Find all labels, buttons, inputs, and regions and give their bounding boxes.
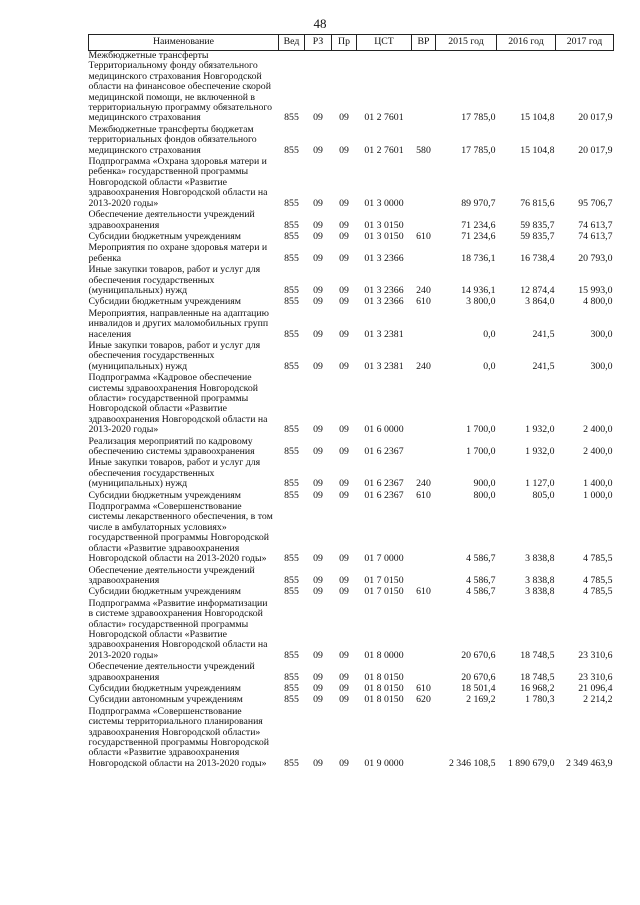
cell-pr: 09	[339, 360, 349, 372]
cell-2016: 18 748,5	[520, 649, 555, 661]
cell-name: Обеспечение деятельности учреждений здравоохранения	[88, 564, 255, 586]
cell-2017: 300,0	[590, 328, 613, 340]
header-2017: 2017 год	[556, 35, 614, 51]
cell-2017: 74 613,7	[578, 219, 613, 231]
cell-ved: 855	[284, 328, 299, 340]
cell-pr: 09	[339, 682, 349, 694]
cell-2016: 12 874,4	[520, 284, 555, 296]
cell-rz: 09	[313, 478, 323, 490]
cell-2017: 2 400,0	[583, 446, 613, 458]
cell-ved: 855	[284, 219, 299, 231]
cell-rz: 09	[313, 757, 323, 769]
cell-2017: 2 349 463,9	[565, 757, 613, 769]
cell-cst: 01 7 0150	[364, 574, 404, 586]
cell-cst: 01 3 0000	[364, 197, 404, 209]
cell-ved: 855	[284, 144, 299, 156]
cell-name: Подпрограмма «Развитие информатизации в системе здравоохранения Новгородской области» государственной программы Новгородской области «Развитие здравоохранения Новгородской области на 2013-2020 годы»	[88, 597, 268, 661]
cell-2017: 2 400,0	[583, 424, 613, 436]
cell-2016: 3 864,0	[525, 296, 555, 308]
header-2016: 2016 год	[497, 35, 556, 51]
table-row	[89, 210, 614, 232]
cell-pr: 09	[339, 252, 349, 264]
cell-vr: 610	[416, 682, 431, 694]
cell-ved: 855	[284, 649, 299, 661]
cell-rz: 09	[313, 144, 323, 156]
cell-name: Мероприятия, направленные на адаптацию инвалидов и других маломобильных групп населения	[88, 307, 269, 340]
cell-2017: 23 310,6	[578, 671, 613, 683]
cell-2015: 71 234,6	[461, 230, 496, 242]
cell-vr: 580	[416, 144, 431, 156]
cell-ved: 855	[284, 424, 299, 436]
cell-cst: 01 6 0000	[364, 424, 404, 436]
cell-2016: 1 890 679,0	[507, 757, 555, 769]
cell-cst: 01 2 7601	[364, 112, 404, 124]
cell-2015: 900,0	[473, 478, 496, 490]
cell-ved: 855	[284, 446, 299, 458]
cell-2017: 20 017,9	[578, 112, 613, 124]
table-row	[89, 437, 614, 459]
cell-rz: 09	[313, 112, 323, 124]
cell-2017: 23 310,6	[578, 649, 613, 661]
cell-vr	[412, 662, 436, 684]
cell-2015: 0,0	[483, 360, 496, 372]
header-ved: Вед	[279, 35, 305, 51]
cell-vr: 240	[416, 478, 431, 490]
cell-pr: 09	[339, 489, 349, 501]
cell-name: Межбюджетные трансферты бюджетам территориальных фондов обязательного медицинского страхования	[88, 123, 257, 156]
cell-2016: 1 127,0	[525, 478, 555, 490]
cell-2015: 1 700,0	[466, 446, 496, 458]
cell-name: Подпрограмма «Охрана здоровья матери и ребенка» государственной программы Новгородской области «Развитие здравоохранения Новгородской области на 2013-2020 годы»	[88, 156, 268, 209]
page-number: 48	[313, 16, 327, 31]
cell-2015: 20 670,6	[461, 671, 496, 683]
cell-2015: 18 736,1	[461, 252, 496, 264]
cell-2017: 95 706,7	[578, 197, 613, 209]
cell-ved: 855	[284, 574, 299, 586]
table-row	[89, 502, 614, 565]
cell-pr: 09	[339, 757, 349, 769]
cell-vr	[412, 51, 436, 125]
cell-rz: 09	[313, 489, 323, 501]
header-2015: 2015 год	[436, 35, 497, 51]
cell-name: Подпрограмма «Кадровое обеспечение системы здравоохранения Новгородской области» государственной программы Новгородской области «Развитие здравоохранения Новгородской области на 2013-2020 годы»	[88, 372, 268, 436]
cell-cst: 01 6 2367	[364, 446, 404, 458]
cell-rz: 09	[313, 219, 323, 231]
cell-2016: 805,0	[532, 489, 555, 501]
table-row	[89, 458, 614, 490]
cell-2016: 1 932,0	[525, 446, 555, 458]
cell-2016: 241,5	[532, 360, 555, 372]
cell-ved: 855	[284, 112, 299, 124]
cell-2017: 15 993,0	[578, 284, 613, 296]
cell-cst: 01 8 0150	[364, 671, 404, 683]
cell-vr	[412, 566, 436, 588]
budget-table	[88, 34, 614, 770]
cell-pr: 09	[339, 424, 349, 436]
cell-2016: 241,5	[532, 328, 555, 340]
cell-rz: 09	[313, 328, 323, 340]
cell-vr	[412, 373, 436, 436]
cell-name: Иные закупки товаров, работ и услуг для обеспечения государственных (муниципальных) нужд	[88, 264, 261, 296]
cell-pr: 09	[339, 112, 349, 124]
cell-2016: 59 835,7	[520, 230, 555, 242]
cell-name: Реализация мероприятий по кадровому обеспечению системы здравоохранения	[88, 435, 255, 458]
cell-vr: 610	[416, 296, 431, 308]
cell-rz: 09	[313, 424, 323, 436]
cell-pr: 09	[339, 586, 349, 598]
cell-2015: 17 785,0	[461, 112, 496, 124]
cell-name: Иные закупки товаров, работ и услуг для обеспечения государственных (муниципальных) нужд	[88, 339, 261, 372]
cell-2015: 89 970,7	[461, 197, 496, 209]
cell-pr: 09	[339, 574, 349, 586]
cell-vr: 610	[416, 230, 431, 242]
cell-rz: 09	[313, 682, 323, 694]
cell-2016: 16 738,4	[520, 252, 555, 264]
header-rz: РЗ	[305, 35, 332, 51]
cell-2016: 1 780,3	[525, 694, 555, 706]
cell-2017: 4 785,5	[583, 574, 613, 586]
table-row	[89, 243, 614, 265]
cell-name: Субсидии бюджетным учреждениям	[88, 682, 241, 694]
cell-cst: 01 3 0150	[364, 230, 404, 242]
cell-ved: 855	[284, 284, 299, 296]
cell-name: Субсидии бюджетным учреждениям	[88, 586, 241, 598]
cell-ved: 855	[284, 252, 299, 264]
cell-2015: 71 234,6	[461, 219, 496, 231]
cell-2015: 4 586,7	[466, 586, 496, 598]
cell-pr: 09	[339, 197, 349, 209]
cell-name: Межбюджетные трансферты Территориальному фонду обязательного медицинского страхования Новгородской области на финансовое обеспечение скорой медицинской помощи, не включенной в территориальную программу обязательного медицинского страхования	[88, 50, 273, 124]
table-row	[89, 51, 614, 125]
cell-rz: 09	[313, 252, 323, 264]
cell-pr: 09	[339, 694, 349, 706]
cell-cst: 01 7 0000	[364, 553, 404, 565]
cell-name: Субсидии бюджетным учреждениям	[88, 296, 241, 308]
cell-ved: 855	[284, 586, 299, 598]
cell-pr: 09	[339, 446, 349, 458]
cell-2017: 20 793,0	[578, 252, 613, 264]
cell-pr: 09	[339, 478, 349, 490]
table-row	[89, 309, 614, 341]
table-row	[89, 157, 614, 210]
cell-rz: 09	[313, 649, 323, 661]
cell-name: Подпрограмма «Совершенствование системы лекарственного обеспечения, в том числе в амбулаторных условиях» государственной программы Новгородской области «Развитие здравоохранения Новгородской области на 2013-2020 годы»	[88, 501, 273, 565]
table-row	[89, 566, 614, 588]
cell-name: Субсидии бюджетным учреждениям	[88, 230, 241, 242]
cell-pr: 09	[339, 553, 349, 565]
header-pr: Пр	[332, 35, 357, 51]
cell-vr: 610	[416, 586, 431, 598]
cell-cst: 01 6 2367	[364, 478, 404, 490]
cell-2016: 1 932,0	[525, 424, 555, 436]
cell-rz: 09	[313, 671, 323, 683]
table-row	[89, 373, 614, 436]
cell-rz: 09	[313, 586, 323, 598]
cell-2017: 74 613,7	[578, 230, 613, 242]
cell-cst: 01 9 0000	[364, 757, 404, 769]
cell-2017: 4 785,5	[583, 586, 613, 598]
cell-rz: 09	[313, 296, 323, 308]
table-row	[89, 662, 614, 684]
cell-2015: 18 501,4	[461, 682, 496, 694]
table-row	[89, 707, 614, 770]
cell-rz: 09	[313, 574, 323, 586]
cell-2016: 3 838,8	[525, 586, 555, 598]
cell-rz: 09	[313, 284, 323, 296]
table-row	[89, 587, 614, 598]
cell-2015: 2 169,2	[466, 694, 496, 706]
cell-rz: 09	[313, 553, 323, 565]
cell-vr: 240	[416, 360, 431, 372]
cell-pr: 09	[339, 144, 349, 156]
cell-vr	[412, 707, 436, 770]
cell-2017: 300,0	[590, 360, 613, 372]
cell-2016: 76 815,6	[520, 197, 555, 209]
cell-2015: 14 936,1	[461, 284, 496, 296]
cell-2016: 18 748,5	[520, 671, 555, 683]
cell-name: Иные закупки товаров, работ и услуг для обеспечения государственных (муниципальных) нужд	[88, 457, 261, 490]
cell-cst: 01 7 0150	[364, 586, 404, 598]
cell-2016: 15 104,8	[520, 144, 555, 156]
cell-vr	[412, 210, 436, 232]
table-row	[89, 599, 614, 662]
cell-2017: 4 800,0	[583, 296, 613, 308]
cell-2016: 16 968,2	[520, 682, 555, 694]
header-vr: ВР	[412, 35, 436, 51]
cell-pr: 09	[339, 296, 349, 308]
cell-cst: 01 3 0150	[364, 219, 404, 231]
cell-2017: 2 214,2	[583, 694, 613, 706]
cell-pr: 09	[339, 284, 349, 296]
header-name: Наименование	[89, 35, 279, 51]
cell-2015: 1 700,0	[466, 424, 496, 436]
cell-2015: 20 670,6	[461, 649, 496, 661]
cell-rz: 09	[313, 694, 323, 706]
cell-2016: 3 838,8	[525, 574, 555, 586]
table-row	[89, 125, 614, 157]
cell-vr: 240	[416, 284, 431, 296]
cell-2016: 59 835,7	[520, 219, 555, 231]
cell-name: Субсидии бюджетным учреждениям	[88, 489, 241, 501]
cell-vr: 620	[416, 694, 431, 706]
cell-ved: 855	[284, 360, 299, 372]
cell-cst: 01 3 2366	[364, 252, 404, 264]
cell-cst: 01 3 2366	[364, 296, 404, 308]
cell-name: Мероприятия по охране здоровья матери и ребенка	[88, 242, 268, 264]
cell-2015: 3 800,0	[466, 296, 496, 308]
cell-pr: 09	[339, 230, 349, 242]
cell-name: Обеспечение деятельности учреждений здравоохранения	[88, 661, 255, 683]
cell-2015: 2 346 108,5	[448, 757, 496, 769]
cell-ved: 855	[284, 296, 299, 308]
cell-name: Подпрограмма «Совершенствование системы территориального планирования здравоохранения Новгородской области» государственной программы Новгородской области «Развитие здравоохранения Новгородской области на 2013-2020 годы»	[88, 705, 270, 769]
table-header-row	[89, 35, 614, 51]
cell-ved: 855	[284, 478, 299, 490]
cell-pr: 09	[339, 671, 349, 683]
cell-ved: 855	[284, 757, 299, 769]
cell-2017: 4 785,5	[583, 553, 613, 565]
cell-cst: 01 6 2367	[364, 489, 404, 501]
cell-cst: 01 8 0150	[364, 694, 404, 706]
table-row	[89, 341, 614, 373]
cell-2016: 15 104,8	[520, 112, 555, 124]
cell-2017: 1 400,0	[583, 478, 613, 490]
cell-cst: 01 3 2366	[364, 284, 404, 296]
cell-rz: 09	[313, 230, 323, 242]
cell-vr	[412, 599, 436, 662]
cell-2015: 4 586,7	[466, 553, 496, 565]
cell-ved: 855	[284, 553, 299, 565]
cell-2015: 4 586,7	[466, 574, 496, 586]
cell-ved: 855	[284, 694, 299, 706]
cell-vr	[412, 243, 436, 265]
cell-ved: 855	[284, 197, 299, 209]
header-cst: ЦСТ	[357, 35, 412, 51]
cell-2015: 0,0	[483, 328, 496, 340]
cell-cst: 01 3 2381	[364, 360, 404, 372]
cell-ved: 855	[284, 230, 299, 242]
cell-pr: 09	[339, 219, 349, 231]
table-row	[89, 265, 614, 297]
cell-rz: 09	[313, 446, 323, 458]
cell-vr: 610	[416, 489, 431, 501]
cell-2016: 3 838,8	[525, 553, 555, 565]
cell-vr	[412, 309, 436, 341]
cell-2017: 21 096,4	[578, 682, 613, 694]
cell-vr	[412, 502, 436, 565]
cell-name: Субсидии автономным учреждениям	[88, 694, 243, 706]
cell-ved: 855	[284, 671, 299, 683]
cell-ved: 855	[284, 489, 299, 501]
cell-cst: 01 2 7601	[364, 144, 404, 156]
cell-pr: 09	[339, 328, 349, 340]
cell-vr	[412, 157, 436, 210]
cell-2015: 800,0	[473, 489, 496, 501]
cell-cst: 01 8 0150	[364, 682, 404, 694]
cell-rz: 09	[313, 197, 323, 209]
cell-cst: 01 8 0000	[364, 649, 404, 661]
cell-ved: 855	[284, 682, 299, 694]
cell-name: Обеспечение деятельности учреждений здравоохранения	[88, 209, 255, 231]
cell-cst: 01 3 2381	[364, 328, 404, 340]
cell-2017: 20 017,9	[578, 144, 613, 156]
cell-2015: 17 785,0	[461, 144, 496, 156]
cell-vr	[412, 437, 436, 459]
cell-2017: 1 000,0	[583, 489, 613, 501]
cell-pr: 09	[339, 649, 349, 661]
cell-rz: 09	[313, 360, 323, 372]
